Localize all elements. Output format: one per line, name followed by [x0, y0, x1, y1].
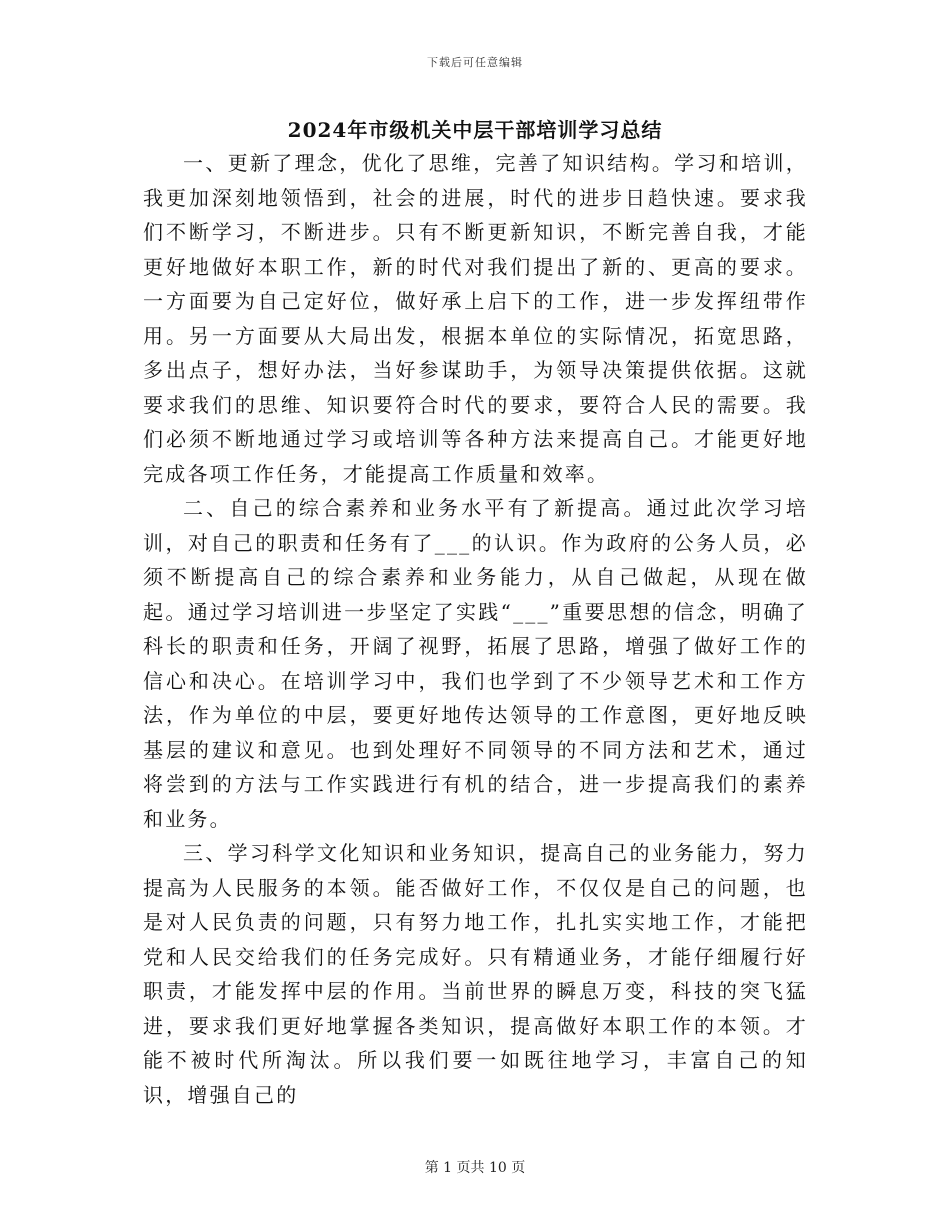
header-note: 下载后可任意编辑: [427, 56, 523, 69]
paragraph-3: 三、学习科学文化知识和业务知识，提高自己的业务能力，努力提高为人民服务的本领。能否做好工作，不仅仅是自己的问题，也是对人民负责的问题，只有努力地工作，扎扎实实地工作，才能把党和人民交给我们的任务完成好。只有精通业务，才能仔细履行好职责，才能发挥中层的作用。当前世界的瞬息万变，科技的突飞猛进，要求我们更好地掌握各类知识，提高做好本职工作的本领。才能不被时代所淘汰。所以我们要一如既往地学习，丰富自己的知识，增强自己的: [143, 841, 808, 1107]
page-number-footer: 第 1 页共 10 页: [424, 1160, 526, 1176]
document-title: 2024年市级机关中层干部培训学习总结: [287, 118, 663, 142]
paragraph-1: 一、更新了理念，优化了思维，完善了知识结构。学习和培训，我更加深刻地领悟到，社会的进展，时代的进步日趋快速。要求我们不断学习，不断进步。只有不断更新知识，不断完善自我，才能更好地做好本职工作，新的时代对我们提出了新的、更高的要求。一方面要为自己定好位，做好承上启下的工作，进一步发挥纽带作用。另一方面要从大局出发，根据本单位的实际情况，拓宽思路，多出点子，想好办法，当好参谋助手，为领导决策提供依据。这就要求我们的思维、知识要符合时代的要求，要符合人民的需要。我们必须不断地通过学习或培训等各种方法来提高自己。才能更好地完成各项工作任务，才能提高工作质量和效率。: [143, 151, 808, 486]
paragraph-2: 二、自己的综合素养和业务水平有了新提高。通过此次学习培训，对自己的职责和任务有了___的认识。作为政府的公务人员，必须不断提高自己的综合素养和业务能力，从自己做起，从现在做起。通过学习培训进一步坚定了实践“___”重要思想的信念，明确了科长的职责和任务，开阔了视野，拓展了思路，增强了做好工作的信心和决心。在培训学习中，我们也学到了不少领导艺术和工作方法，作为单位的中层，要更好地传达领导的工作意图，更好地反映基层的建议和意见。也到处理好不同领导的不同方法和艺术，通过将尝到的方法与工作实践进行有机的结合，进一步提高我们的素养和业务。: [143, 496, 808, 831]
document-body: [143, 146, 808, 1112]
